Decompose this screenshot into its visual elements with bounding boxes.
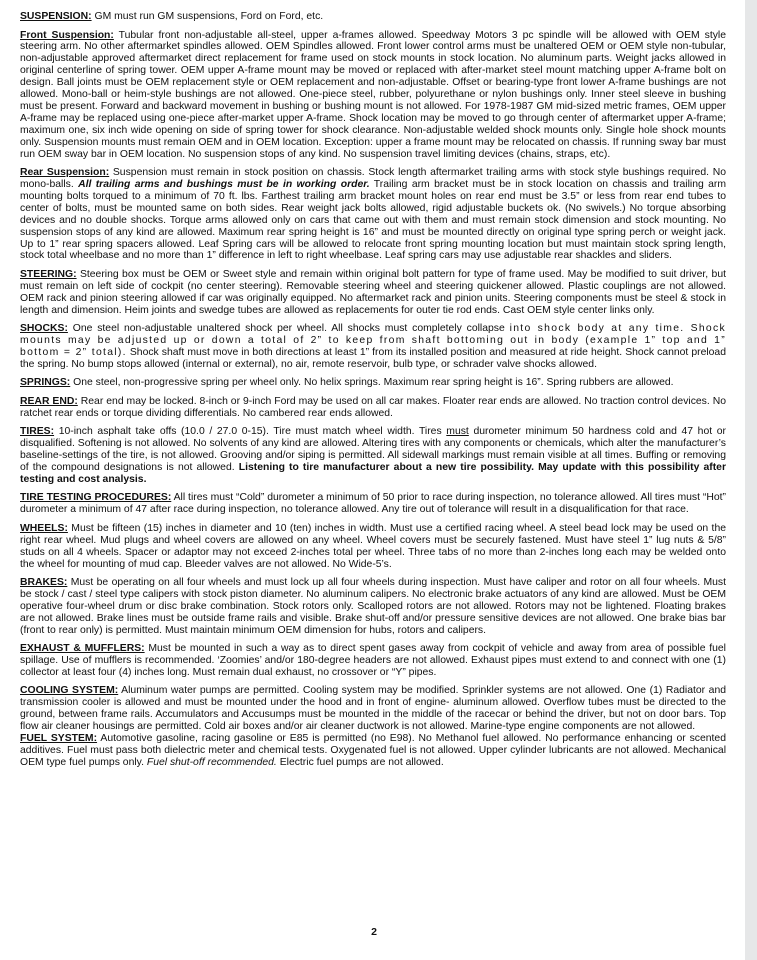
rear-end-text: Rear end may be locked. 8-inch or 9-inch Ford may be used on all car makes. Floater rear ends are allowed. No traction control devices. No ratchet rear ends or torque dividing differentials. No cambered rear ends allowed. bbox=[20, 395, 726, 419]
brakes-text: Must be operating on all four wheels and must lock up all four wheels during inspection. Must have caliper and rotor on all four wheels. Must be stock / cast / steel type calipers with stock piston diameter. No aluminum calipers. No electronic brake actuators of any kind are allowed. Must be OEM operative four-wheel drum or disc brake combination. Stock rotors only. Scalloped rotors are not allowed. Rotors may not be lightened. Floating brakes are not allowed. Brake lines must be outside frame rails and visible. Brake shut-off and/or pressure sensitive devices are not allowed. One brake bias bar (front to rear only) is permitted. Must maintain minimum OEM dimension for hubs, rotors and calipers. bbox=[20, 577, 726, 636]
exhaust-heading: EXHAUST & MUFFLERS: bbox=[20, 643, 145, 655]
section-tire-testing bbox=[20, 492, 726, 516]
section-exhaust bbox=[20, 643, 726, 679]
rear-suspension-text-2: Trailing arm bracket must be in stock location on chassis and trailing arm mounting bolts torqued to a minimum of 70 ft. lbs. Farthest trailing arm bracket mount holes on rear end must be 3.5” or less from rear end tubes to center of bolts, must be mounted same on both sides. Rear weight jack bolts allowed, rigid adjustable buckets ok. (No swivels.) No torque absorbing devices and no double shocks. Torque arms allowed only on cars that came out with them and must remain stock dimension and stock mounting. No suspension stops of any kind are allowed. Maximum rear spring height is 16” and must be mounted directly on original type spring perch or weight jack. Up to 1” rear spring spacers allowed. Leaf Spring cars will be allowed to relocate front spring mounting location but must maintain stock spring length, stock total wheelbase and no more than 1” difference in left to right wheelbase. Leaf spring cars may use adjustable rear shackles and sliders. bbox=[20, 178, 727, 262]
section-front-suspension bbox=[20, 30, 726, 161]
tire-testing-text: All tires must “Cold” durometer a minimum of 50 prior to race during inspection, no tolerance allowed. All tires must “Hot” durometer a minimum of 47 after race during inspection, no tolerance allowed. Any tire out of tolerance will result in a disqualification for that race. bbox=[20, 492, 726, 516]
fuel-text-2: Electric fuel pumps are not allowed. bbox=[276, 756, 444, 768]
section-wheels bbox=[20, 523, 726, 571]
fuel-text-1: Automotive gasoline, racing gasoline or E85 is permitted (no E98). No Methanol fuel allowed. No performance enhancing or scented additives. Fuel must pass both dielectric meter and chemical tests. Oxygenated fuel is not allowed. Upper cylinder lubricants are not allowed. Mechanical OEM type fuel pumps only. bbox=[20, 733, 726, 768]
section-suspension bbox=[20, 11, 726, 23]
shocks-heading: SHOCKS: bbox=[20, 323, 68, 335]
rear-end-heading: REAR END: bbox=[20, 395, 78, 407]
section-brakes bbox=[20, 577, 726, 637]
shocks-text-2: Shock shaft must move in both directions at least 1” from its installed position and measured at ride height. Shock cannot preload the spring. No bump stops allowed (internal or external), no air, remote reservoir, bulb type, or schrader valve shocks allowed. bbox=[20, 346, 726, 370]
section-springs bbox=[20, 377, 726, 389]
shocks-text-1: One steel non-adjustable unaltered shock per wheel. All shocks must completely collapse bbox=[67, 323, 510, 335]
section-rear-end bbox=[20, 396, 726, 420]
cooling-text: Aluminum water pumps are permitted. Cooling system may be modified. Sprinkler systems are not allowed. One (1) Radiator and transmission cooler is allowed and must be mounted under the hood and in front of engine- aluminum allowed. Overflow tubes must be directed to the ground, between frame rails. Accumulators and Accusumps must be mounted in the middle of the racecar or behind the driver, but not on door bars. Top flow air cleaner housings are permitted. Cold air boxes and/or air cleaner ductwork is not allowed. Marine-type engine components are not allowed. bbox=[20, 685, 726, 733]
page-number: 2 bbox=[371, 926, 377, 938]
tire-testing-heading: TIRE TESTING PROCEDURES: bbox=[20, 492, 172, 504]
front-suspension-heading: Front Suspension: bbox=[20, 29, 114, 41]
rules-content bbox=[20, 11, 726, 775]
wheels-text: Must be fifteen (15) inches in diameter and 10 (ten) inches in width. Must use a certified racing wheel. A steel bead lock may be used on the right rear wheel. Mud plugs and wheel covers are allowed on any wheel. Wheel covers must be securely fastened. Must have steel 1” lug nuts & 5/8” studs on all 4 wheels. Spacer or adaptor may not exceed 2-inches total per wheel. Three tabs of no more than 2-inches long each may be welded onto the wheel for mounting of mud cap. Bleeder valves are not allowed. No Wide-5’s. bbox=[20, 522, 726, 570]
exhaust-text: Must be mounted in such a way as to direct spent gases away from cockpit of vehicle and away from area of possible fuel spillage. Use of mufflers is recommended. ‘Zoomies’ and/or 180-degree headers are not allowed. Exhaust pipes must extend to and connect with one (1) collector at least four (4) inches long. Must remain dual exhaust, no crossover or “Y” pipes. bbox=[20, 643, 726, 678]
wheels-heading: WHEELS: bbox=[20, 522, 68, 534]
rear-suspension-heading: Rear Suspension: bbox=[20, 167, 110, 179]
cooling-heading: COOLING SYSTEM: bbox=[20, 685, 119, 697]
rear-suspension-text-1: Suspension must remain in stock position on chassis. Stock length aftermarket trailing arms with stock style bushings required. No mono-balls. bbox=[20, 167, 726, 190]
fuel-heading: FUEL SYSTEM: bbox=[20, 733, 98, 745]
section-rear-suspension bbox=[20, 167, 726, 262]
tires-heading: TIRES: bbox=[20, 426, 55, 438]
shocks-spaced-text: into shock body at any time. Shock mounts may be adjusted up or down a total of 2” to keep from shaft bottoming out in body (example 1” top and 1” bottom = 2” total). bbox=[20, 323, 727, 358]
tires-underlined-word: must bbox=[446, 426, 469, 438]
steering-heading: STEERING: bbox=[20, 268, 77, 280]
viewer-background-strip bbox=[745, 0, 757, 960]
section-steering bbox=[20, 269, 726, 317]
suspension-text: GM must run GM suspensions, Ford on Ford, etc. bbox=[91, 11, 324, 22]
fuel-italic-note: Fuel shut-off recommended. bbox=[146, 756, 277, 768]
section-fuel bbox=[20, 733, 726, 769]
suspension-heading: SUSPENSION: bbox=[20, 11, 92, 22]
springs-text: One steel, non-progressive spring per wheel only. No helix springs. Maximum rear spring height is 16”. Spring rubbers are allowed. bbox=[70, 377, 674, 389]
section-cooling bbox=[20, 685, 726, 733]
section-tires bbox=[20, 426, 726, 486]
rear-suspension-emphasis: All trailing arms and bushings must be in working order. bbox=[78, 178, 370, 190]
steering-text: Steering box must be OEM or Sweet style and remain within original bolt pattern for type of frame used. May be modified to suit driver, but must remain on left side of cockpit (no center steering). Removable steering wheel and steering quickener allowed. Plastic couplings are not allowed. OEM rack and pinion steering allowed if car was originally equipped. No aftermarket rack and pinion units. Steering components must be steel & stock in length and dimension. Heim joints and swedge tubes are allowed as replacements for outer tie rod ends. Cast OEM style center links only. bbox=[20, 268, 726, 316]
section-shocks bbox=[20, 323, 726, 371]
tires-text-2: durometer minimum 50 hardness cold and 47 hot or disqualified. Softening is not allowed. No solvents of any kind are allowed. Altering tires with any components or chemicals, which alter the manufacturer’s baseline-settings of the tire, is not allowed. Grooving and/or siping is permitted. All sidewall markings must remain visible at all times. Buffing or removing of the compound designations is not allowed. bbox=[20, 426, 727, 473]
springs-heading: SPRINGS: bbox=[20, 377, 71, 389]
front-suspension-text: Tubular front non-adjustable all-steel, upper a-frames allowed. Speedway Motors 3 pc spindle will be allowed with OEM style steering arm. No other aftermarket spindles allowed. OEM Spindles allowed. Front lower control arms must be unaltered OEM or OEM style non-tubular, non-adjustable approved aftermarket direct replacement for frame used on stock mounts in stock location. No aluminum parts. Weight jacks allowed in original centerline of spring tower. OEM upper A-frame mount may be moved or replaced with after-market steel mount matching upper A-frame bolt on design. Ball joints must be OEM replacement style or OEM replacement and non-adjustable. Offset or bearing-type front lower A-frame bushings are not allowed. Mono-ball or heim-style bushings are not allowed. One-piece steel, rubber, polyurethane or nylon bushings only. Inner steel sleeve in bushing must be present. Forward and backward movement in bushing or bushing mount is not allowed. For 1978-1987 GM mid-sized metric frames, OEM upper A-frame may be replaced using one-piece after-market upper A-frame. Shock location may be moved to go through center of aftermarket upper A-frame; maximum one, six inch wide opening on side of spring tower for shock clearance. Non-adjustable welded shock mounts only. Single hole shock mounts only. Suspension mounts must remain OEM and in OEM location. Exception: upper a frame mount may be relocated on chassis. If running sway bar must run OEM sway bar in OEM location. No suspension stops of any kind. No suspension travel limiting devices (chains, straps, etc). bbox=[20, 29, 727, 160]
tires-text-1: 10-inch asphalt take offs (10.0 / 27.0 0-15). Tire must match wheel width. Tires bbox=[54, 426, 447, 438]
tires-bold-note: Listening to tire manufacturer about a new tire possibility. May update with this possibility after testing and cost analysis. bbox=[20, 461, 726, 485]
brakes-heading: BRAKES: bbox=[20, 577, 68, 588]
